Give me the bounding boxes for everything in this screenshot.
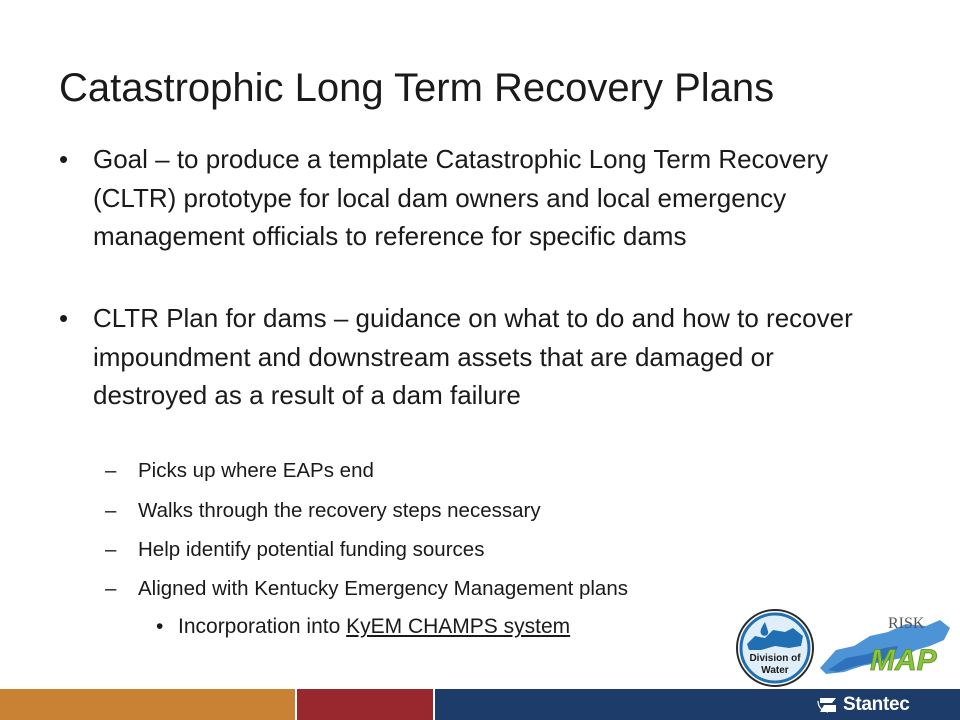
stantec-mark-icon [817, 695, 839, 715]
sub-bullet-kyem-plans [105, 575, 628, 603]
water-logo-line1: Division of [749, 653, 801, 664]
division-of-water-logo [735, 608, 815, 693]
sub-bullet-text: Picks up where EAPs end [138, 459, 374, 482]
riskmap-graphic [818, 600, 953, 685]
stantec-logo [817, 690, 910, 720]
sub-bullet-recovery-steps [105, 497, 541, 525]
bullet-cltr-plan [59, 299, 853, 415]
sub-bullet-text: Walks through the recovery steps necessary [138, 499, 541, 522]
sub-sub-bullet-champs [156, 613, 571, 641]
champs-prefix: Incorporation into [178, 615, 347, 638]
footer-bar-orange [0, 689, 295, 720]
dash-marker: – [105, 499, 117, 522]
riskmap-map-text: MAP [870, 644, 937, 677]
sub-bullet-text: Help identify potential funding sources [138, 538, 485, 561]
sub-bullet-funding [105, 536, 485, 564]
footer-bar-red [297, 689, 433, 720]
bullet-marker: • [156, 615, 164, 638]
sub-bullet-eaps [105, 457, 374, 485]
bullet-marker: • [59, 303, 69, 333]
slide-title: Catastrophic Long Term Recovery Plans [59, 66, 775, 110]
riskmap-logo [818, 600, 953, 690]
kyem-champs-link[interactable]: KyEM CHAMPS system [346, 615, 571, 638]
water-logo-line2: Water [761, 665, 789, 676]
dash-marker: – [105, 459, 117, 482]
bullet-goal-text: Goal – to produce a template Catastrophic Long Term Recovery (CLTR) prototype for local dam owners and local emergency management officials to reference for specific dams [93, 144, 829, 251]
riskmap-risk-text: RISK [888, 615, 925, 632]
bullet-cltr-plan-text: CLTR Plan for dams – guidance on what to do and how to recover impoundment and downstream assets that are damaged or destroyed as a result of a dam failure [93, 303, 853, 410]
dash-marker: – [105, 538, 117, 561]
division-of-water-seal [735, 608, 815, 688]
dash-marker: – [105, 577, 117, 600]
bullet-marker: • [59, 144, 69, 174]
stantec-wordmark: Stantec [843, 694, 910, 715]
sub-bullet-text: Aligned with Kentucky Emergency Management plans [138, 577, 628, 600]
bullet-goal [59, 140, 873, 256]
